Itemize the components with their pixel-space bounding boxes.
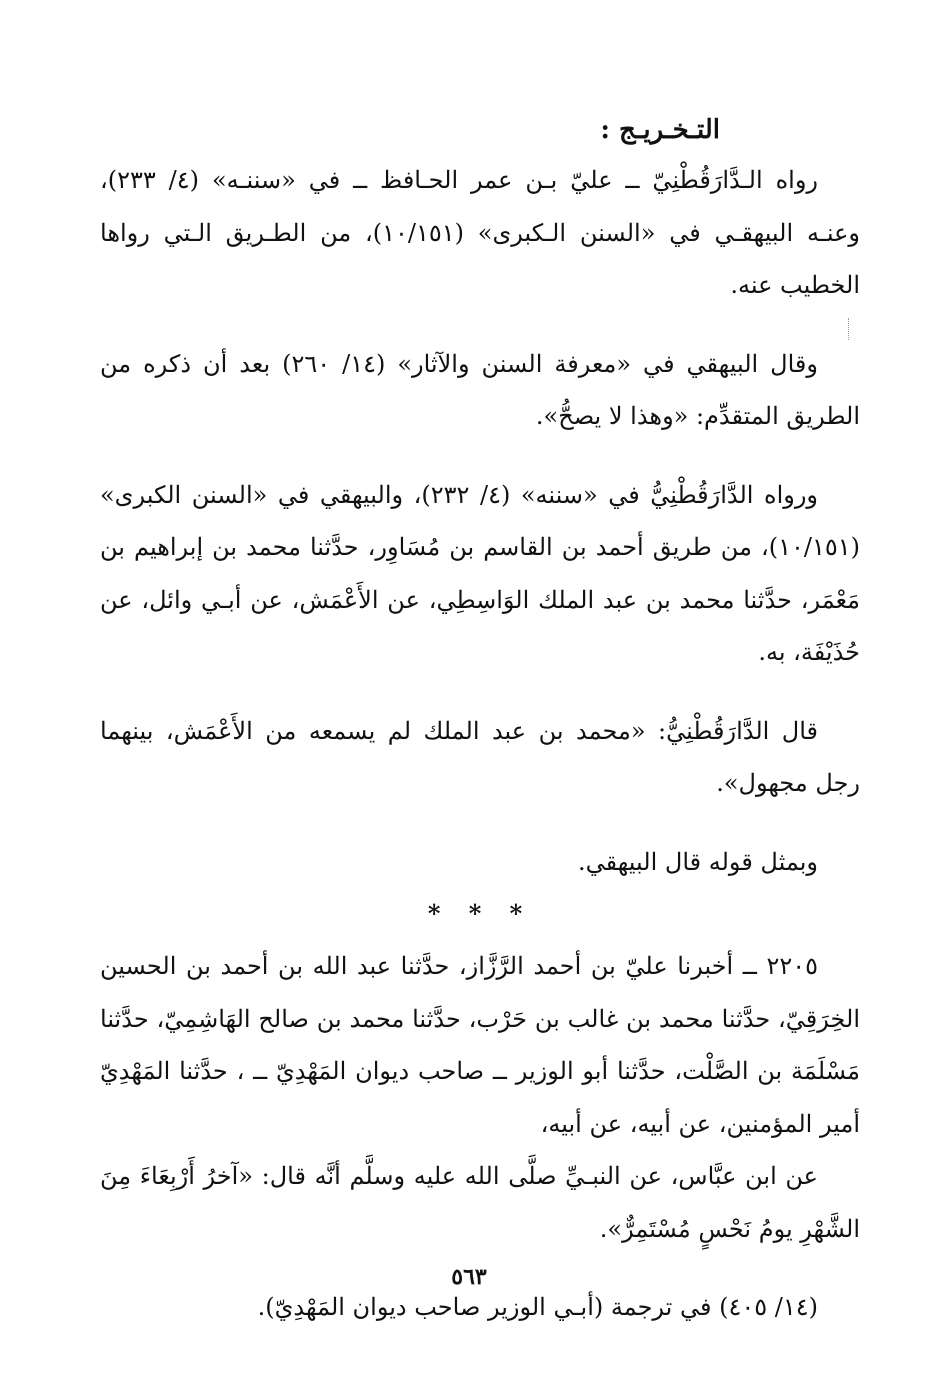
page-body — [100, 108, 860, 1334]
takhrij-paragraph-4: قال الدَّارَقُطْنِيُّ: «محمد بن عبد الملك لم يسمعه من الأَعْمَش، بينهما رجل مجهول». — [100, 716, 860, 797]
section-heading: التـخـريـج : — [600, 115, 720, 145]
page-number: ٥٦٣ — [451, 1264, 487, 1290]
takhrij-paragraph-1: رواه الـدَّارَقُطْنِيّ ــ عليّ بـن عمر الحـافظ ــ في «سننـه» (٤/ ٢٣٣)، وعنـه البيهقـي في «السنن الـكبرى» (١٠/١٥١)، من الطـريق الـتي رواها الخطيب عنه. — [100, 166, 860, 299]
section-separator: * * * — [427, 899, 533, 928]
hadith-isnad: ٢٢٠٥ ــ أخبرنا عليّ بن أحمد الرَّزَّاز، حدَّثنا عبد الله بن أحمد بن الحسين الخِرَقِيّ، حدَّثنا محمد بن غالب بن حَرْب، حدَّثنا محمد بن صالح الهَاشِمِيّ، حدَّثنا مَسْلَمَة بن الصَّلْت، حدَّثنا أبو الوزير ــ صاحب ديوان المَهْدِيّ ــ ، حدَّثنا المَهْدِيّ أمير المؤمنين، عن أبيه، عن أبيه، — [100, 952, 860, 1138]
takhrij-paragraph-3: ورواه الدَّارَقُطْنِيُّ في «سننه» (٤/ ٢٣٢)، والبيهقي في «السنن الكبرى» (١٠/١٥١)، من طريق أحمد بن القاسم بن مُسَاوِر، حدَّثنا محمد بن إبراهيم بن مَعْمَر، حدَّثنا محمد بن عبد الملك الوَاسِطِي، عن الأَعْمَش، عن أبـي وائل، عن حُذَيْفَة، به. — [100, 480, 860, 666]
hadith-reference: (١٤/ ٤٠٥) في ترجمة (أبـي الوزير صاحب ديوان المَهْدِيّ). — [257, 1293, 818, 1321]
hadith-matn: عن ابن عبَّاس، عن النبـيِّ صلَّى الله عليه وسلَّم أنَّه قال: «آخرُ أَرْبِعَاءَ مِنَ الشَّهْرِ يومُ نَحْسٍ مُسْتَمِرٌّ». — [100, 1162, 860, 1243]
takhrij-paragraph-5: وبمثل قوله قال البيهقي. — [577, 847, 818, 876]
takhrij-paragraph-2: وقال البيهقي في «معرفة السنن والآثار» (١٤/ ٢٦٠) بعد أن ذكره من الطريق المتقدِّم: «وهذا لا يصحُّ». — [100, 349, 860, 430]
